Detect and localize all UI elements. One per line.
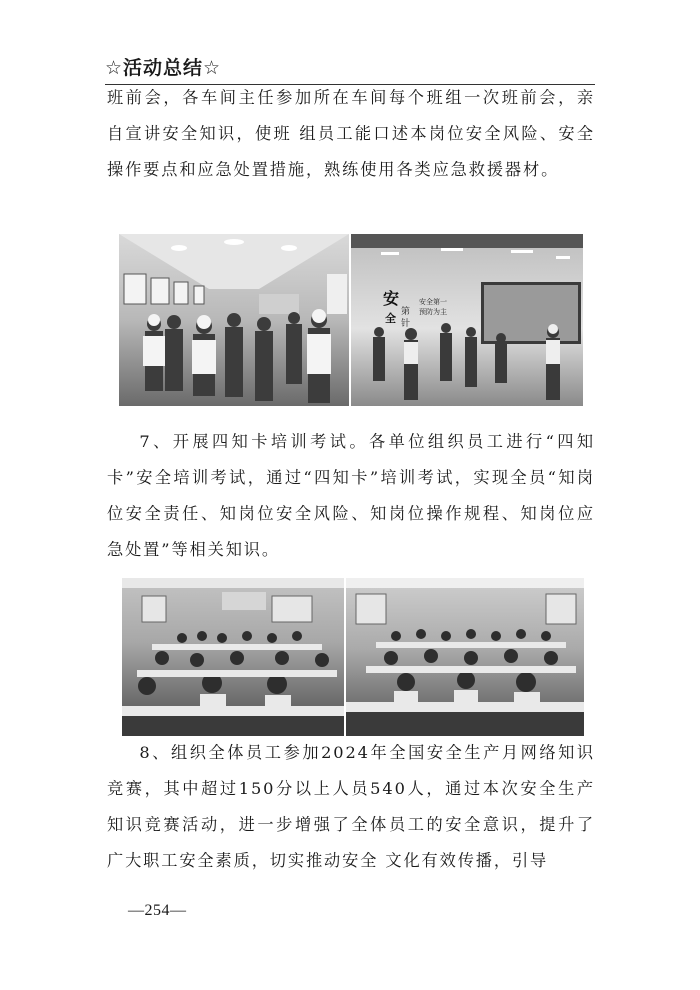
photo-training-exam-left — [122, 578, 344, 736]
photo-training-exam-right — [346, 578, 584, 736]
wall-character-zhen: 针 — [401, 319, 411, 329]
photo-corridor-meeting — [119, 234, 349, 406]
wall-character-di: 第 — [401, 307, 411, 317]
paragraph-item-7: 7、开展四知卡培训考试。各单位组织员工进行“四知卡”安全培训考试，通过“四知卡”培训考试，实现全员“知岗位安全责任、知岗位安全风险、知岗位操作规程、知岗位应急处置”等相关知识。 — [107, 432, 595, 559]
photo-safety-exhibition-hall — [351, 234, 583, 406]
page-number: —254— — [128, 902, 187, 919]
wall-slogan-safety-first: 安全第一 — [419, 298, 447, 306]
wall-character-quan: 全 — [385, 312, 396, 325]
wall-slogan-prevention: 预防为主 — [419, 308, 447, 316]
paragraph-intro: 班前会，各车间主任参加所在车间每个班组一次班前会，亲自宣讲安全知识，使班 组员工能口述本岗位安全风险、安全操作要点和应急处置措施，熟练使用各类应急救援器材。 — [107, 88, 595, 179]
paragraph-item-8: 8、组织全体员工参加2024年全国安全生产月网络知识竞赛，其中超过150分以上人员540人，通过本次安全生产知识竞赛活动，进一步增强了全体员工的安全意识，提升了广大职工安全素质，切实推动安全 文化有效传播，引导 — [107, 743, 595, 870]
wall-character-an: 安 — [383, 289, 400, 308]
section-title: ☆活动总结☆ — [105, 57, 222, 79]
